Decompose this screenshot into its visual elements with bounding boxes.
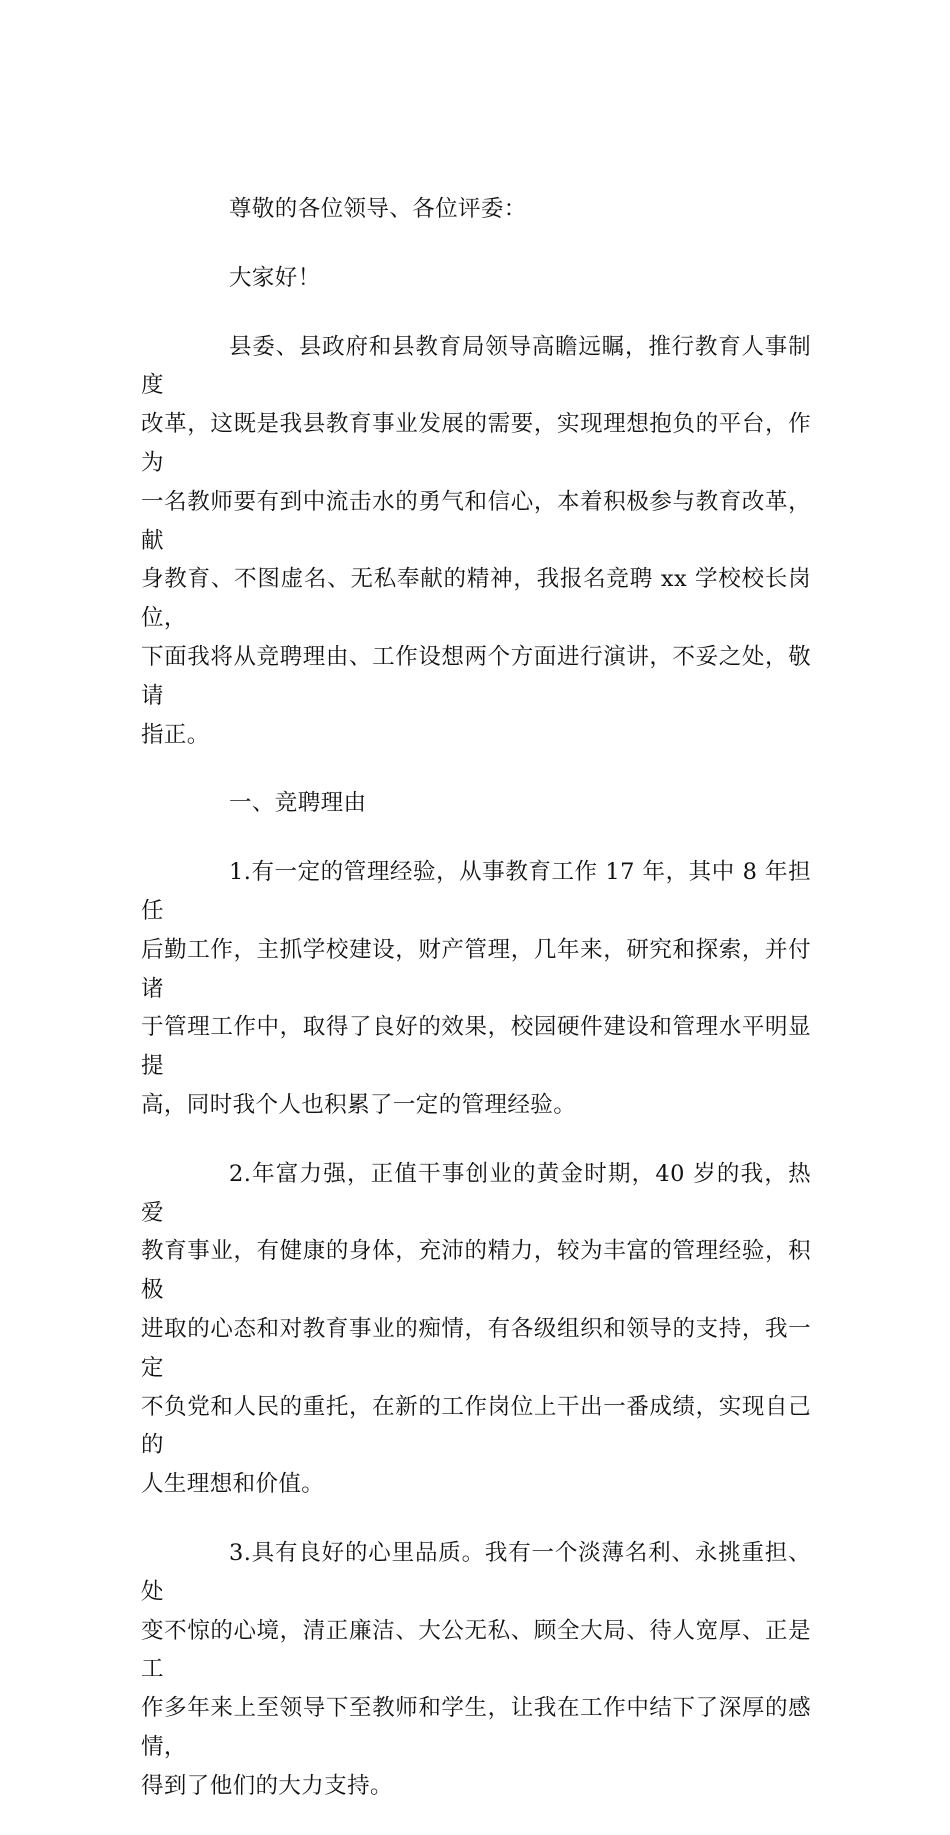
section-heading: 一、竞聘理由 <box>229 790 367 817</box>
reason-paragraph-2: 2.年富力强，正值干事创业的黄金时期，40 岁的我，热爱 教育事业，有健康的身体，充沛的精力，较为丰富的管理经验，积极 进取的心态和对教育事业的痴情，有各级组织和领导的支持，我一定 不负党和人民的重托，在新的工作岗位上干出一番成绩，实现自己的 人生理想和价值。 <box>141 1160 811 1498</box>
salutation: 尊敬的各位领导、各位评委： <box>229 196 527 222</box>
reason-paragraph-1: 1.有一定的管理经验，从事教育工作 17 年，其中 8 年担任 后勤工作，主抓学校建设，财产管理，几年来，研究和探索，并付诸 于管理工作中，取得了良好的效果，校园硬件建设和管理水平明显提 高，同时我个人也积累了一定的管理经验。 <box>141 859 811 1118</box>
reason-paragraph-3: 3.具有良好的心里品质。我有一个淡薄名利、永挑重担、处 变不惊的心境，清正廉洁、大公无私、顾全大局、待人宽厚、正是工 作多年来上至领导下至教师和学生，让我在工作中结下了深厚的感情， 得到了他们的大力支持。 <box>141 1539 811 1799</box>
greeting: 大家好！ <box>229 264 321 291</box>
document-body <box>141 190 811 1835</box>
intro-paragraph: 县委、县政府和县教育局领导高瞻远瞩，推行教育人事制度 改革，这既是我县教育事业发展的需要，实现理想抱负的平台，作为 一名教师要有到中流击水的勇气和信心，本着积极参与教育改革，献 身教育、不图虚名、无私奉献的精神，我报名竞聘 xx 学校校长岗位， 下面我将从竞聘理由、工作设想两个方面进行演讲，不妥之处，敬请 指正。 <box>141 333 811 748</box>
